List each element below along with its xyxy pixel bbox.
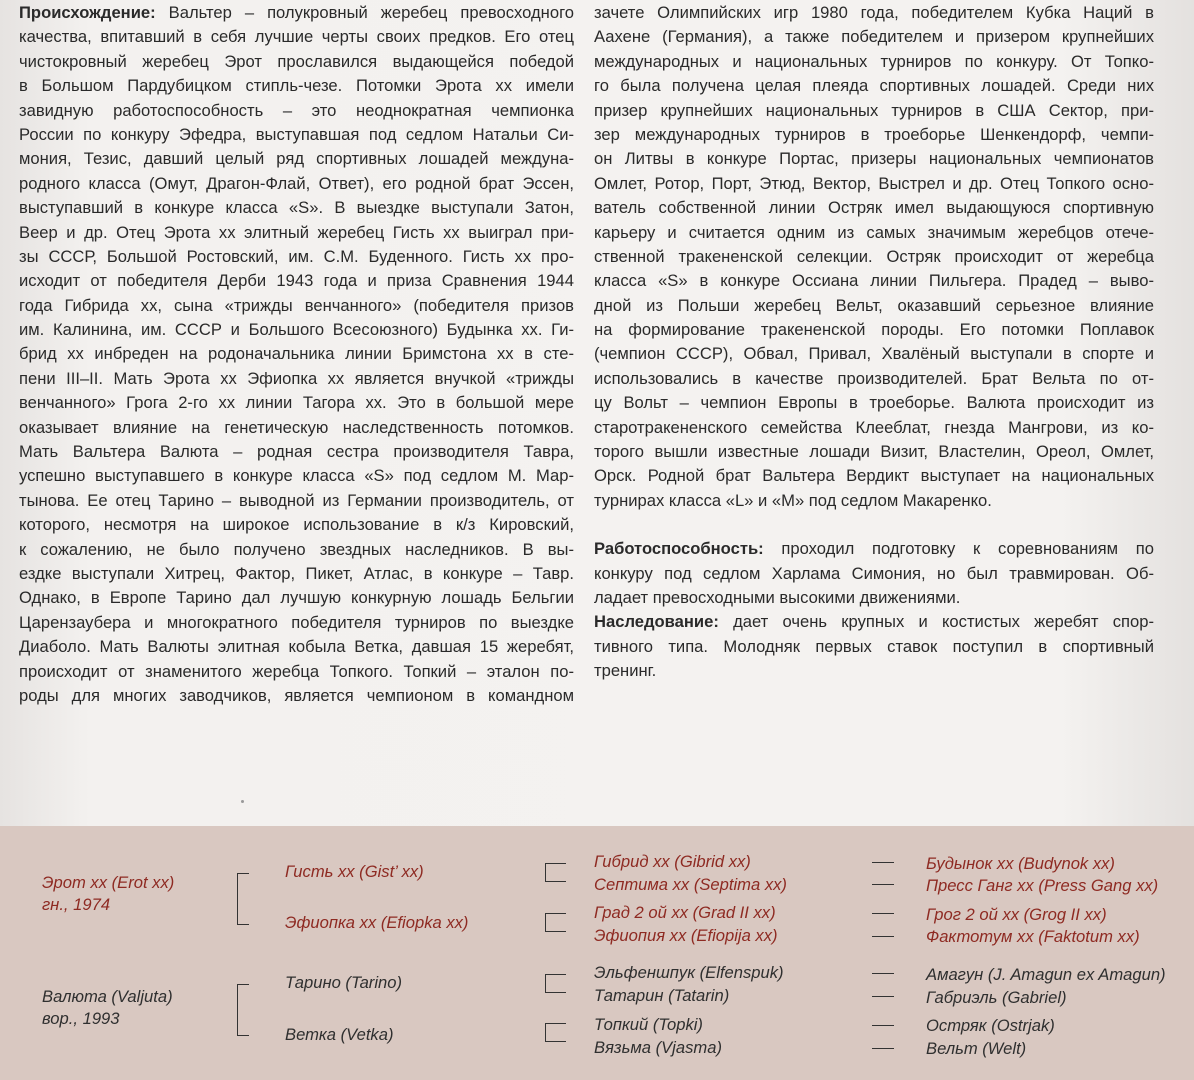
text-line: им. Калинина, им. СССР и Большого Всесоюзного) Будынка хх. Ги- [19,320,574,340]
text-line: класса «S» в конкуре Оссиана линии Пильгера. Прадед – выво- [594,271,1154,291]
text-line: торого вышли известные лошади Визит, Властелин, Ореол, Омлет, [594,442,1154,462]
text-line: на формирование тракененской породы. Его потомки Поплавок [594,320,1154,340]
text-line: успешно выступавшего в конкуре класса «S» под седлом М. Мар- [19,466,574,486]
pedigree-gen4: Будынок хх (Budynok xx) [926,854,1115,873]
text-line: выступавший в конкуре класса «S». В выездке выступали Затон, [19,198,574,218]
text-line: зы СССР, Большой Ростовский, им. С.М. Буденного. Гисть хх про- [19,246,574,266]
pedigree-bracket [545,913,566,932]
text-line: (чемпион СССР), Обвал, Привал, Хвалёный выступали в спорте и [594,344,1154,364]
text-line: мония, Тезис, давший целый ряд спортивных лошадей междуна- [19,149,574,169]
text-line: завидную работоспособность – это неоднократная чемпионка [19,100,574,120]
pedigree-bracket [545,1023,566,1042]
pedigree-dash [872,936,894,937]
pedigree-dash [872,862,894,863]
text-line: Диаболо. Мать Валюты элитная кобыла Ветка, давшая 15 жеребят, [19,637,574,657]
text-line: зер международных турниров в троеборье Шенкендорф, чемпи- [594,124,1154,144]
text-line: Однако, в Европе Тарино дал лучшую конкурную лошадь Бельгии [19,588,574,608]
text-line: использовались в качестве производителей. Брат Вельта по от- [594,368,1154,388]
text-line: Мать Вальтера Валюта – родная сестра производителя Тавра, [19,442,574,462]
text-line: карьеру и считается одним из самых значимым жеребцов отече- [594,222,1154,242]
pedigree-bracket [237,873,249,925]
text-line: родного класса (Омут, Драгон-Флай, Ответ), его родной брат Эссен, [19,173,574,193]
text-line: брид хх инбреден на родоначальника линии Бримстона хх в сте- [19,344,574,364]
pedigree-gen3: Эльфеншпук (Elfenspuk) [594,963,784,982]
text-line: качества, впитавший в себя лучшие черты своих предков. Его отец [19,27,574,47]
origin-heading: Происхождение: [19,3,156,22]
pedigree-gen2: Тарино (Tarino) [285,973,402,992]
text-line: которого, несмотря на широкое использование в к/з Кировский, [19,515,574,535]
text-line: происходит от знаменитого жеребца Топкого. Топкий – эталон по- [19,661,574,681]
text-line: роды для многих заводчиков, является чемпионом в командном [19,685,574,705]
pedigree-gen4: Габриэль (Gabriel) [926,988,1067,1007]
right-text-column [594,1,1154,684]
text-line: оказывает влияние на генетическую наследственность потомков. [19,417,574,437]
text-line: ездке выступали Хитрец, Фактор, Пикет, Атлас, в конкуре – Тавр. [19,563,574,583]
pedigree-gen4: Грог 2 ой хх (Grog II xx) [926,905,1107,924]
pedigree-bracket [237,984,249,1036]
pedigree-gen3: Септима хх (Septima xx) [594,875,787,894]
text-line: исходит от победителя Дерби 1943 года и приза Сравнения 1944 [19,271,574,291]
text-line: в Большом Пардубицком стипль-чезе. Потомки Эрота хх имели [19,76,574,96]
pedigree-gen3: Эфиопия хх (Efiopija xx) [594,926,778,945]
pedigree-gen4: Амагун (J. Amagun ex Amagun) [926,965,1166,984]
pedigree-gen4: Вельт (Welt) [926,1039,1027,1058]
text-line: ственной тракененской селекции. Остряк происходит от жеребца [594,246,1154,266]
pedigree-gen3: Град 2 ой хх (Grad II xx) [594,903,776,922]
print-speck [241,800,244,803]
pedigree-gen2: Гисть хх (Gist’ xx) [285,862,424,881]
pedigree-dash [872,1025,894,1026]
pedigree-bracket [545,974,566,993]
text-line: го была получена целая плеяда спортивных лошадей. Среди них [594,76,1154,96]
performance-line: Работоспособность: проходил подготовку к соревнованиям по [594,539,1154,559]
text-line: тренинг. [594,661,657,681]
text-line: тынова. Ее отец Тарино – выводной из Германии производитель, от [19,490,574,510]
pedigree-bracket [545,863,566,882]
pedigree-sire-info: гн., 1974 [42,895,111,914]
heredity-line: Наследование: дает очень крупных и костистых жеребят спор- [594,612,1154,632]
text-line: к сожалению, не было получено звездных наследников. В вы- [19,539,574,559]
pedigree-sire: Эрот хх (Erot xx) [42,873,175,892]
text-line: года Гибрида хх, сына «трижды венчанного» (победителя призов [19,295,574,315]
pedigree-gen3: Топкий (Topki) [594,1015,703,1034]
text-line: Аахене (Германия), а также победителем и призером крупнейших [594,27,1154,47]
text-line-origin: Происхождение: Вальтер – полукровный жеребец превосходного [19,3,574,22]
text-line: международных и национальных турниров по конкуру. От Топко- [594,51,1154,71]
text-line: старотракененского семейства Клееблат, гнезда Мангрови, из ко- [594,417,1154,437]
pedigree-dam: Валюта (Valjuta) [42,987,173,1006]
text-line: тивного типа. Молодняк первых ставок поступил в спортивный [594,636,1154,656]
pedigree-dash [872,973,894,974]
left-text-column [19,1,574,708]
pedigree-dash [872,996,894,997]
text-line: ватель собственной линии Остряк имел выдающуюся спортивную [594,198,1154,218]
pedigree-gen3: Татарин (Tatarin) [594,986,730,1005]
text-line: России по конкуру Эфедра, выступавшая под седлом Натальи Си- [19,124,574,144]
text-line: венчанного» Грога 2-го хх линии Тагора хх. Это в большой мере [19,393,574,413]
pedigree-gen2: Эфиопка хх (Efiopka xx) [285,913,469,932]
pedigree-gen4: Пресс Ганг хх (Press Gang xx) [926,876,1159,895]
text-line: пени III–II. Мать Эрота хх Эфиопка хх является внучкой «трижды [19,368,574,388]
text-line: цу Вольт – чемпион Европы в троеборье. Валюта происходит из [594,393,1154,413]
text-line: конкуру под седлом Харлама Симония, но был травмирован. Об- [594,563,1154,583]
text-line: призер крупнейших национальных турниров в США Сектор, при- [594,100,1154,120]
pedigree-gen3: Гибрид хх (Gibrid xx) [594,852,751,871]
text-line: чистокровный жеребец Эрот прославился выдающейся победой [19,51,574,71]
pedigree-gen4: Остряк (Ostrjak) [926,1016,1055,1035]
text-line: Омлет, Ротор, Порт, Этюд, Вектор, Выстрел и др. Отец Топкого осно- [594,173,1154,193]
text-line: Веер и др. Отец Эрота хх элитный жеребец Гисть хх выиграл при- [19,222,574,242]
heredity-heading: Наследование: [594,612,719,632]
text-line: турнирах класса «L» и «M» под седлом Макаренко. [594,490,992,510]
pedigree-dash [872,913,894,914]
text-line: зачете Олимпийских игр 1980 года, победителем Кубка Наций в [594,3,1154,22]
text-line: он Литвы в конкуре Портас, призеры национальных чемпионатов [594,149,1154,169]
pedigree-dam-info: вор., 1993 [42,1009,120,1028]
text-line: Орск. Родной брат Вальтера Вердикт выступает на национальных [594,466,1154,486]
pedigree-gen2: Ветка (Vetka) [285,1025,394,1044]
pedigree-dash [872,1048,894,1049]
text-line: дной из Польши жеребец Вельт, оказавший серьезное влияние [594,295,1154,315]
text-line: Царензаубера и многократного победителя турниров по выездке [19,612,574,632]
pedigree-gen4: Фактотум хх (Faktotum xx) [926,927,1140,946]
pedigree-dash [872,884,894,885]
pedigree-gen3: Вязьма (Vjasma) [594,1038,722,1057]
pedigree-table [0,826,1194,1080]
performance-heading: Работоспособность: [594,539,764,559]
text-line: ладает превосходными высокими движениями. [594,587,961,607]
